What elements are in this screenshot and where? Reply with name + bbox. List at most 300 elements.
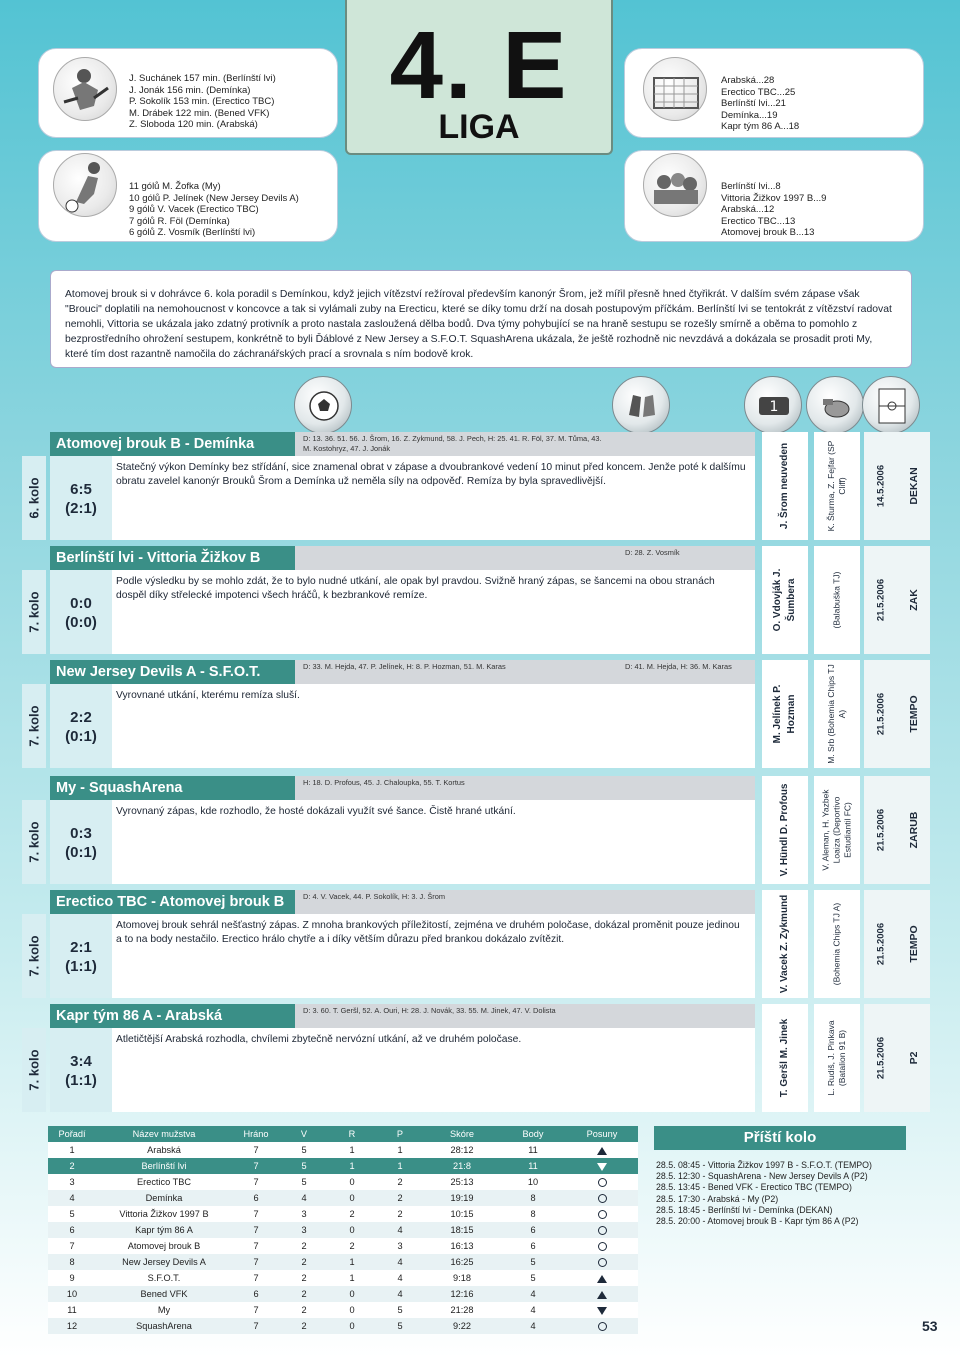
table-row [48,1286,638,1302]
match-date [864,546,898,654]
arrow-up-icon [597,1291,607,1299]
cell-position: 8 [69,1257,75,1267]
gloves-icon [612,376,670,434]
circle-icon [598,1194,607,1203]
round-label-text: 7. kolo [26,1049,42,1091]
goals-card [38,150,338,242]
cell-team: SquashArena [136,1321,192,1331]
minutes-line: Z. Sloboda 120 min. (Arabská) [129,119,258,130]
arrow-up-icon [597,1275,607,1283]
summary-text: Atomovej brouk si v dohrávce 6. kola poradil s Demínkou, když jejich vítězství režíroval především kanonýr Šrom, jež mířil přesně hned čtyřikrát. V dalším svém zápase však "Brouci" doplatili na nemohoucnost v koncovce a tak si vylámali zuby na Erecticu, které se díky tomu drží na dosah postupovým příčkám. Berlínští lvi se tentokrát z vítězství radovat nemohli, Vittoria se ukázala jako zdatný protivník a proto nastala zasloužená dělba bodů. Dva týmy pohybující se na hraně sestupu se rozešly smírně a oběma to pomohlo z bezprostředního ohrožení sestupem, konkrétně to byli Ďáblové z New Jersey a S.F.O.T. SquashArena ukázala, že ještě rozhodně nic nevzdává a dokázala se prosadit proti My, které tím dost razantně namočila do záchranářských prací a srovnala s ním bodově krok. [65,289,892,360]
minutes-line: M. Drábek 122 min. (Bened VFK) [129,107,270,119]
svg-text:1: 1 [769,399,779,415]
match-venue-text: TEMPO [908,925,920,963]
cell-movement [566,1174,638,1190]
pitch-icon [862,376,920,434]
header-position: Pořadí [58,1129,86,1139]
best-players-text: V. Hündl D. Profous [779,783,790,877]
crowd-illustration-icon [643,153,707,217]
cell-played: 7 [253,1209,259,1219]
cell-losses: 4 [397,1273,403,1283]
cell-position: 7 [69,1241,75,1251]
cell-position: 6 [69,1225,75,1235]
cell-losses: 2 [397,1193,403,1203]
cell-losses: 4 [397,1225,403,1235]
attack-line: Arabská...28 [721,75,775,86]
cell-score: 12:16 [450,1289,474,1299]
cell-points: 4 [530,1289,536,1299]
match-teams: Atomovej brouk B - Demínka [50,432,295,456]
match-home-scorers: D: 4. V. Vacek, 44. P. Sokolík, H: 3. J. Šrom [303,892,445,901]
match-block [22,1004,942,1112]
match-info [295,660,755,684]
best-players-text: J. Šrom neuveden [779,442,790,530]
cell-wins: 3 [301,1225,307,1235]
cell-draws: 0 [349,1225,355,1235]
cell-wins: 2 [301,1305,307,1315]
goals-line: 9 gólů V. Vacek (Erectico TBC) [129,204,259,215]
standings-body [48,1142,638,1334]
next-round-list [656,1160,916,1227]
match-venue [898,546,930,654]
cell-losses: 3 [397,1241,403,1251]
cell-wins: 2 [301,1289,307,1299]
match-description [112,914,755,998]
cell-team: New Jersey Devils A [122,1257,206,1267]
match-score [50,914,112,998]
round-label [22,456,46,540]
defense-line: Arabská...12 [721,204,775,215]
cell-team: Vittoria Žižkov 1997 B [119,1209,209,1219]
best-players [762,546,808,654]
cell-played: 7 [253,1145,259,1155]
cell-draws: 1 [349,1257,355,1267]
match-description-text: Podle výsledku by se mohlo zdát, že to bylo nudné utkání, ale opak byl pravdou. Svižně hraný zápas, se šancemi na obou stranách dospěl díky střelecké impotenci všech hráčů, k bezbrankové remíze. [116,576,715,601]
circle-icon [598,1258,607,1267]
cell-team: Arabská [147,1145,181,1155]
cell-points: 6 [530,1241,536,1251]
match-date-text: 21.5.2006 [875,578,887,622]
referees-text: V. Aleman, H. Yazbek Loaiza (Deportivo Estudiantil FC) [820,789,853,871]
round-label-text: 7. kolo [26,705,42,747]
match-home-scorers: D: 33. M. Hejda, 47. P. Jelínek, H: 8. P. Hozman, 51. M. Karas [303,662,506,671]
match-venue-text: P2 [908,1051,920,1065]
match-date-text: 14.5.2006 [875,464,887,508]
attack-line: Demínka...19 [721,109,778,121]
cell-movement [566,1254,638,1270]
cell-points: 6 [530,1225,536,1235]
cell-losses: 4 [397,1289,403,1299]
cell-wins: 2 [301,1273,307,1283]
cell-draws: 1 [349,1273,355,1283]
round-label [22,1028,46,1112]
final-score: 2:2 [70,709,92,726]
whistle-icon [806,376,864,434]
cell-losses: 1 [397,1145,403,1155]
cell-score: 16:25 [450,1257,474,1267]
cell-movement [566,1142,638,1158]
cell-team: Kapr tým 86 A [135,1225,193,1235]
match-home-scorers: D: 3. 60. T. Geršl, 52. A. Ouri, H: 28. J. Novák, 33. 55. M. Jinek, 47. V. Dolista [303,1006,556,1015]
cell-movement [566,1222,638,1238]
cell-played: 7 [253,1305,259,1315]
referees [814,546,860,654]
cell-losses: 1 [397,1161,403,1171]
circle-icon [598,1322,607,1331]
cell-position: 12 [66,1321,78,1331]
best-players [762,776,808,884]
half-score: (1:1) [65,958,97,975]
cell-points: 11 [528,1161,538,1171]
cell-wins: 4 [301,1193,307,1203]
match-score [50,800,112,884]
next-round-item: 28.5. 08:45 - Vittoria Žižkov 1997 B - S.F.O.T. (TEMPO) [656,1160,872,1170]
header-movement: Posuny [586,1129,618,1139]
cell-losses: 5 [397,1305,403,1315]
referees-text: (Balabuška TJ) [831,571,842,629]
cell-score: 18:15 [450,1225,474,1235]
match-venue [898,1004,930,1112]
referees [814,890,860,998]
best-players-text: V. Vacek Z. Zykmund [779,894,790,994]
ball-icon [294,376,352,434]
cell-score: 9:22 [453,1321,471,1331]
match-block [22,546,942,654]
table-row [48,1222,638,1238]
round-label-text: 7. kolo [26,821,42,863]
cell-movement [566,1302,638,1318]
cell-movement [566,1270,638,1286]
cell-played: 7 [253,1241,259,1251]
defense-line: Atomovej brouk B...13 [721,227,815,238]
match-date [864,776,898,884]
cell-wins: 5 [301,1177,307,1187]
table-row [48,1254,638,1270]
cell-team: Erectico TBC [137,1177,191,1187]
table-row [48,1302,638,1318]
attack-line: Erectico TBC...25 [721,86,796,98]
header-played: Hráno [243,1129,269,1139]
referees [814,432,860,540]
match-date [864,890,898,998]
league-title: 4. E [389,12,569,119]
cell-draws: 0 [349,1193,355,1203]
match-block [22,776,942,884]
cell-team: Demínka [145,1193,183,1203]
match-info [295,432,755,456]
best-players [762,1004,808,1112]
table-row [48,1190,638,1206]
cell-movement [566,1318,638,1334]
cell-score: 21:8 [453,1161,471,1171]
round-label-text: 7. kolo [26,935,42,977]
match-teams: Erectico TBC - Atomovej brouk B [50,890,295,914]
cell-draws: 1 [349,1161,355,1171]
defense-line: Vittoria Žižkov 1997 B...9 [721,192,827,204]
final-score: 2:1 [70,939,92,956]
cell-losses: 2 [397,1177,403,1187]
cell-points: 5 [530,1273,536,1283]
next-round-item: 28.5. 18:45 - Berlínští lvi - Demínka (DEKAN) [656,1204,833,1215]
striker-illustration-icon [53,153,117,217]
circle-icon [598,1178,607,1187]
final-score: 0:3 [70,825,92,842]
match-score [50,1028,112,1112]
match-description [112,570,755,654]
match-home-scorers: D: 13. 36. 51. 56. J. Šrom, 16. Z. Zykmund, 58. J. Pech, H: 25. 41. R. Föl, 37. M. Tůma, 43. M. Kostohryz, 47. J. Jonák [303,434,602,453]
defense-line: Berlínští lvi...8 [721,181,781,192]
goals-line: 10 gólů P. Jelínek (New Jersey Devils A) [129,192,299,204]
best-players-text: O. Vdovják J. Šumbera [772,568,797,632]
round-label [22,684,46,768]
table-row [48,1270,638,1286]
circle-icon [598,1242,607,1251]
attack-line: Berlínští lvi...21 [721,98,786,109]
half-score: (1:1) [65,1072,97,1089]
half-score: (2:1) [65,500,97,517]
referees-text: (Bohemia Chips TJ A) [831,902,842,986]
cell-score: 10:15 [450,1209,474,1219]
header-wins: V [300,1129,308,1139]
referees-text: K. Šturma, Z. Fejfar (SP Cliff) [826,440,847,532]
attack-card [624,48,924,138]
table-row [48,1238,638,1254]
match-teams: New Jersey Devils A - S.F.O.T. [50,660,295,684]
cell-score: 28:12 [450,1145,474,1155]
match-block [22,432,942,540]
cell-losses: 2 [397,1209,403,1219]
cell-losses: 4 [397,1257,403,1267]
best-players [762,890,808,998]
defense-card [624,150,924,242]
match-score [50,684,112,768]
cell-position: 1 [69,1145,75,1155]
final-score: 3:4 [70,1053,92,1070]
referees [814,776,860,884]
cell-played: 7 [253,1257,259,1267]
cell-played: 6 [253,1289,259,1299]
header-losses: P [396,1129,404,1139]
cell-position: 10 [66,1289,78,1299]
cell-losses: 5 [397,1321,403,1331]
cell-score: 9:18 [453,1273,471,1283]
circle-icon [598,1226,607,1235]
match-venue [898,432,930,540]
match-score [50,570,112,654]
cell-points: 10 [527,1177,539,1187]
cell-wins: 3 [301,1209,307,1219]
circle-icon [598,1210,607,1219]
cell-team: Atomovej brouk B [127,1241,201,1251]
match-description-text: Statečný výkon Demínky bez střídání, sice znamenal obrat v zápase a dvoubrankové vedení 10 minut před koncem. Jenže poté k dalšímu obratu zavelel kanonýr Brouků Šrom a Demínka už neměla síly na odpověď. Remíza by byla spravedlivější. [116,462,746,487]
match-date [864,660,898,768]
referees [814,1004,860,1112]
cell-wins: 5 [301,1161,307,1171]
cell-points: 5 [530,1257,536,1267]
cell-points: 11 [528,1145,538,1155]
match-venue [898,890,930,998]
referees-text: M. Srb (Bohemia Chips TJ A) [826,664,847,764]
cell-draws: 0 [349,1177,355,1187]
cell-played: 7 [253,1321,259,1331]
table-row [48,1206,638,1222]
match-description-text: Atomovej brouk sehrál nešťastný zápas. Z mnoha brankových příležitostí, zejména ve druhém poločase, dokázal proměnit pouze jedinou a to na body nestačilo. Erectico hrálo chytře a i díky větším důrazu před brankou dokázalo zvítězit. [116,920,740,945]
minutes-line: J. Suchánek 157 min. (Berlínští lvi) [129,73,276,84]
cell-score: 16:13 [450,1241,474,1251]
cell-position: 4 [69,1193,75,1203]
referees-text: L. Rudiš, J. Pinkava (Batalion 91 B) [826,1020,847,1096]
cell-wins: 2 [301,1257,307,1267]
cell-draws: 2 [349,1241,355,1251]
match-description-text: Atletičtější Arabská rozhodla, chvílemi zbytečně nervózní utkání, až ve druhém poločase. [116,1034,522,1045]
half-score: (0:1) [65,728,97,745]
cell-wins: 5 [301,1145,307,1155]
final-score: 0:0 [70,595,92,612]
cell-points: 8 [530,1193,536,1203]
cell-draws: 0 [349,1305,355,1315]
next-round-item: 28.5. 12:30 - SquashArena - New Jersey Devils A (P2) [656,1171,868,1182]
match-description-text: Vyrovnaný zápas, kde rozhodlo, že hosté dokázali využít své šance. Čistě hrané utkání. [116,806,516,817]
match-away-scorers: D: 28. Z. Vosmík [625,548,680,557]
match-info [295,776,755,800]
goalkeeper-illustration-icon [53,57,117,121]
match-date-text: 21.5.2006 [875,692,887,736]
header-draws: R [348,1129,356,1139]
round-label [22,800,46,884]
match-date [864,1004,898,1112]
table-row [48,1158,638,1174]
league-title-box [345,0,613,155]
cell-points: 8 [530,1209,536,1219]
match-teams: My - SquashArena [50,776,295,800]
cell-draws: 2 [349,1209,355,1219]
match-venue-text: ZAK [908,589,920,611]
match-date-text: 21.5.2006 [875,808,887,852]
minutes-line: J. Jonák 156 min. (Demínka) [129,84,251,96]
goals-line: 11 gólů M. Žofka (My) [129,181,221,192]
cell-draws: 1 [349,1145,355,1155]
cell-movement [566,1286,638,1302]
page-number: 53 [922,1318,938,1334]
match-block [22,890,942,998]
match-venue [898,660,930,768]
defense-line: Erectico TBC...13 [721,215,796,227]
match-teams: Kapr tým 86 A - Arabská [50,1004,295,1028]
cell-position: 9 [69,1273,75,1283]
match-teams: Berlínští lvi - Vittoria Žižkov B [50,546,295,570]
cell-played: 7 [253,1273,259,1283]
match-date-text: 21.5.2006 [875,1036,887,1080]
cell-team: My [157,1305,171,1315]
next-round-item: 28.5. 13:45 - Bened VFK - Erectico TBC (TEMPO) [656,1182,852,1193]
cell-score: 19:19 [450,1193,474,1203]
goals-line: 6 gólů Z. Vosmík (Berlínští lvi) [129,227,256,238]
table-row [48,1142,638,1158]
match-info [295,546,755,570]
league-subtitle: LIGA [438,108,520,146]
next-round-item: 28.5. 20:00 - Atomovej brouk B - Kapr tým 86 A (P2) [656,1216,859,1227]
cell-position: 5 [69,1209,75,1219]
match-description-text: Vyrovnané utkání, kterému remíza sluší. [116,690,300,701]
cell-wins: 2 [301,1321,307,1331]
best-players-text: T. Geršl M. Jinek [779,1018,790,1098]
cell-team: S.F.O.T. [147,1273,181,1283]
match-description [112,1028,755,1112]
cell-played: 7 [253,1161,259,1171]
final-score: 6:5 [70,481,92,498]
arrow-down-icon [597,1163,607,1171]
arrow-down-icon [597,1307,607,1315]
best-players [762,660,808,768]
match-venue-text: ZARUB [908,811,920,849]
referees [814,660,860,768]
match-block [22,660,942,768]
next-round-title: Příští kolo [654,1126,906,1150]
counter-icon [744,376,802,434]
cell-points: 4 [530,1321,536,1331]
match-venue-text: DEKAN [908,467,920,505]
standings-table [48,1126,638,1334]
match-info [295,890,755,914]
cell-position: 11 [67,1305,77,1315]
round-label [22,570,46,654]
cell-movement [566,1206,638,1222]
match-description [112,456,755,540]
arrow-up-icon [597,1147,607,1155]
cell-score: 21:28 [450,1305,474,1315]
best-players-text: M. Jelínek P. Hozman [772,684,797,744]
round-label [22,914,46,998]
best-players [762,432,808,540]
cell-played: 7 [253,1225,259,1235]
match-score [50,456,112,540]
cell-movement [566,1190,638,1206]
half-score: (0:1) [65,844,97,861]
match-info [295,1004,755,1028]
goals-line: 7 gólů R. Föl (Demínka) [129,215,230,227]
cell-draws: 0 [349,1289,355,1299]
header-points: Body [522,1129,544,1139]
round-label-text: 6. kolo [26,477,42,519]
next-round-item: 28.5. 17:30 - Arabská - My (P2) [656,1193,779,1204]
header-score: Skóre [449,1129,474,1139]
half-score: (0:0) [65,614,97,631]
cell-position: 3 [69,1177,75,1187]
cell-wins: 2 [301,1241,307,1251]
header-team: Název mužstva [132,1129,196,1139]
cell-movement [566,1158,638,1174]
cell-points: 4 [530,1305,536,1315]
cell-movement [566,1238,638,1254]
match-description [112,800,755,884]
goal-net-illustration-icon [643,57,707,121]
minutes-line: P. Sokolík 153 min. (Erectico TBC) [129,96,275,107]
match-away-scorers: D: 41. M. Hejda, H: 36. M. Karas [625,662,732,671]
match-description [112,684,755,768]
cell-team: Berlínští lvi [141,1161,187,1171]
match-home-scorers: H: 18. D. Profous, 45. J. Chaloupka, 55. T. Kortus [303,778,465,787]
cell-position: 2 [69,1161,75,1171]
attack-line: Kapr tým 86 A...18 [721,121,800,132]
cell-played: 6 [253,1193,259,1203]
round-summary [50,270,912,368]
match-date [864,432,898,540]
match-date-text: 21.5.2006 [875,922,887,966]
match-venue [898,776,930,884]
match-venue-text: TEMPO [908,695,920,733]
cell-draws: 0 [349,1321,355,1331]
table-row [48,1318,638,1334]
